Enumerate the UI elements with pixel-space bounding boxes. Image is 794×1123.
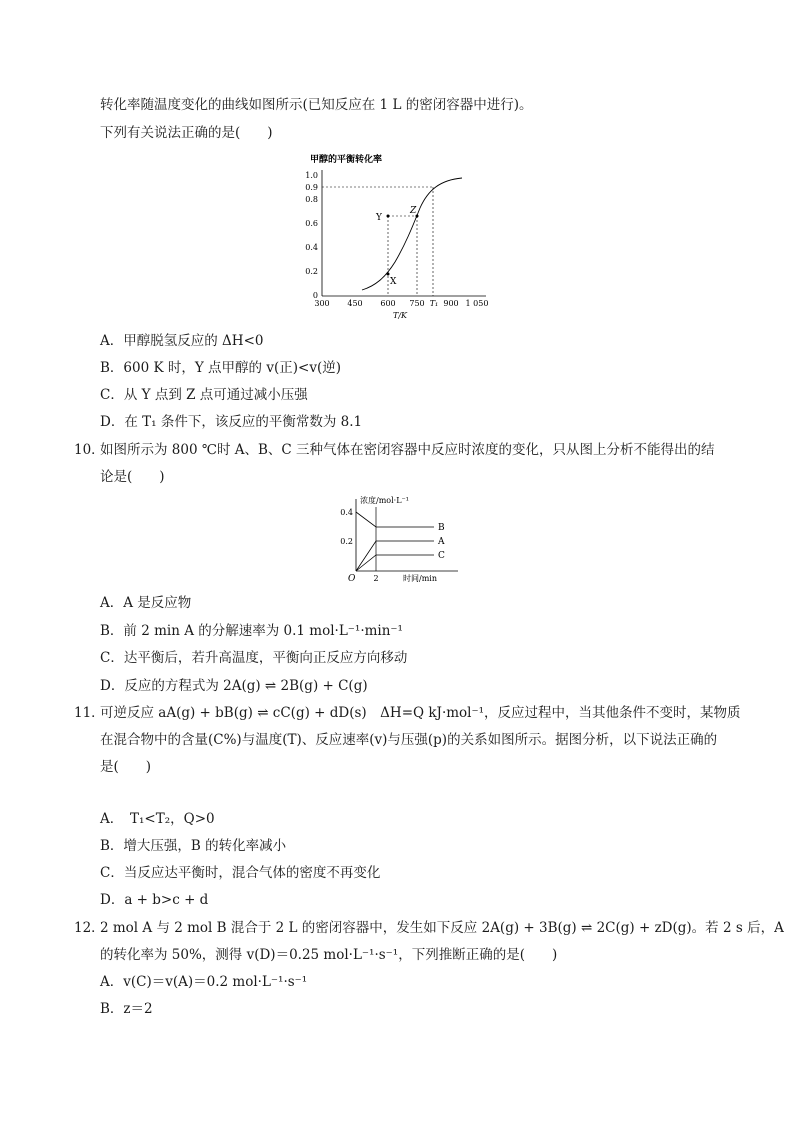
option-b: B．增大压强，B 的转化率减小 xyxy=(100,838,287,854)
question-stem: 可逆反应 aA(g) + bB(g) ⇌ cC(g) + dD(s) ΔH=Q kJ·mol⁻¹，反应过程中，当其他条件不变时，某物质 xyxy=(100,705,741,721)
x-tick: 750 xyxy=(409,299,425,308)
question-number: 10． xyxy=(74,442,105,458)
option-c: C．达平衡后，若升高温度，平衡向正反应方向移动 xyxy=(100,650,408,666)
option-b: B．前 2 min A 的分解速率为 0.1 mol·L⁻¹·min⁻¹ xyxy=(100,623,403,639)
question-stem: 2 mol A 与 2 mol B 混合于 2 L 的密闭容器中，发生如下反应 2A(g) + 3B(g) ⇌ 2C(g) + zD(g)。若 2 s 后，A xyxy=(100,920,784,936)
x-tick: T₁ xyxy=(429,299,439,308)
option-d: D．在 T₁ 条件下，该反应的平衡常数为 8.1 xyxy=(100,414,363,430)
question-stem: 转化率随温度变化的曲线如图所示(已知反应在 1 L 的密闭容器中进行)。 xyxy=(100,97,533,113)
point-y xyxy=(387,215,390,218)
x-axis-label: 时间/min xyxy=(403,574,437,583)
y-tick: 0.9 xyxy=(305,183,318,192)
methanol-conversion-chart xyxy=(300,150,500,322)
y-tick: 0.4 xyxy=(305,243,318,252)
chart-title: 甲醇的平衡转化率 xyxy=(310,155,383,165)
y-tick: 0.8 xyxy=(305,195,318,204)
x-tick: 2 xyxy=(373,574,379,583)
y-tick: 0.2 xyxy=(305,267,318,276)
point-label-y: Y xyxy=(376,213,382,223)
option-a: A．甲醇脱氢反应的 ΔH<0 xyxy=(100,333,264,349)
y-tick: 1.0 xyxy=(305,171,318,180)
question-stem: 如图所示为 800 ℃时 A、B、C 三种气体在密闭容器中反应时浓度的变化，只从图上分析不能得出的结 xyxy=(100,442,715,458)
x-tick: 1 050 xyxy=(465,299,489,308)
option-c: C．当反应达平衡时，混合气体的密度不再变化 xyxy=(100,865,381,881)
question-stem: 在混合物中的含量(C%)与温度(T)、反应速率(v)与压强(p)的关系如图所示。据图分析，以下说法正确的 xyxy=(100,732,718,748)
conversion-curve xyxy=(362,178,462,290)
question-number: 12． xyxy=(74,920,105,936)
question-prompt: 下列有关说法正确的是( ) xyxy=(100,125,273,141)
series-c xyxy=(356,555,434,571)
option-b: B．z＝2 xyxy=(100,1001,153,1017)
series-b xyxy=(356,541,434,571)
question-number: 11． xyxy=(74,705,105,721)
option-a: A．A 是反应物 xyxy=(100,595,192,611)
series-a xyxy=(356,512,434,527)
x-tick: 600 xyxy=(380,299,396,308)
concentration-time-chart xyxy=(334,493,464,585)
option-d: D．反应的方程式为 2A(g) ⇌ 2B(g) + C(g) xyxy=(100,678,368,694)
option-d: D．a + b>c + d xyxy=(100,892,209,908)
y-tick: 0.6 xyxy=(305,219,318,228)
question-stem: 的转化率为 50%，测得 v(D)＝0.25 mol·L⁻¹·s⁻¹，下列推断正确的是( ) xyxy=(100,947,558,963)
point-label-x: X xyxy=(390,277,397,287)
y-tick: 0 xyxy=(312,291,318,300)
y-tick: 0.2 xyxy=(340,537,353,546)
y-axis-label: 浓度/mol·L⁻¹ xyxy=(360,496,409,505)
point-x xyxy=(387,273,390,276)
series-label: C xyxy=(438,551,445,561)
question-stem: 是( ) xyxy=(100,759,152,775)
x-tick: 450 xyxy=(347,299,363,308)
option-a: A． T₁<T₂，Q>0 xyxy=(100,811,215,827)
x-tick: 300 xyxy=(314,299,330,308)
point-label-z: Z xyxy=(410,206,417,216)
y-tick: 0.4 xyxy=(340,508,353,517)
x-tick: 900 xyxy=(443,299,459,308)
series-label: A xyxy=(438,537,445,547)
option-c: C．从 Y 点到 Z 点可通过减小压强 xyxy=(100,387,308,403)
origin-label: O xyxy=(348,574,356,584)
option-b: B．600 K 时，Y 点甲醇的 v(正)<v(逆) xyxy=(100,360,341,376)
series-label: B xyxy=(438,523,445,533)
x-axis-label: T/K xyxy=(392,311,408,320)
option-a: A．v(C)＝v(A)＝0.2 mol·L⁻¹·s⁻¹ xyxy=(100,974,308,990)
question-stem: 论是( ) xyxy=(100,469,165,485)
